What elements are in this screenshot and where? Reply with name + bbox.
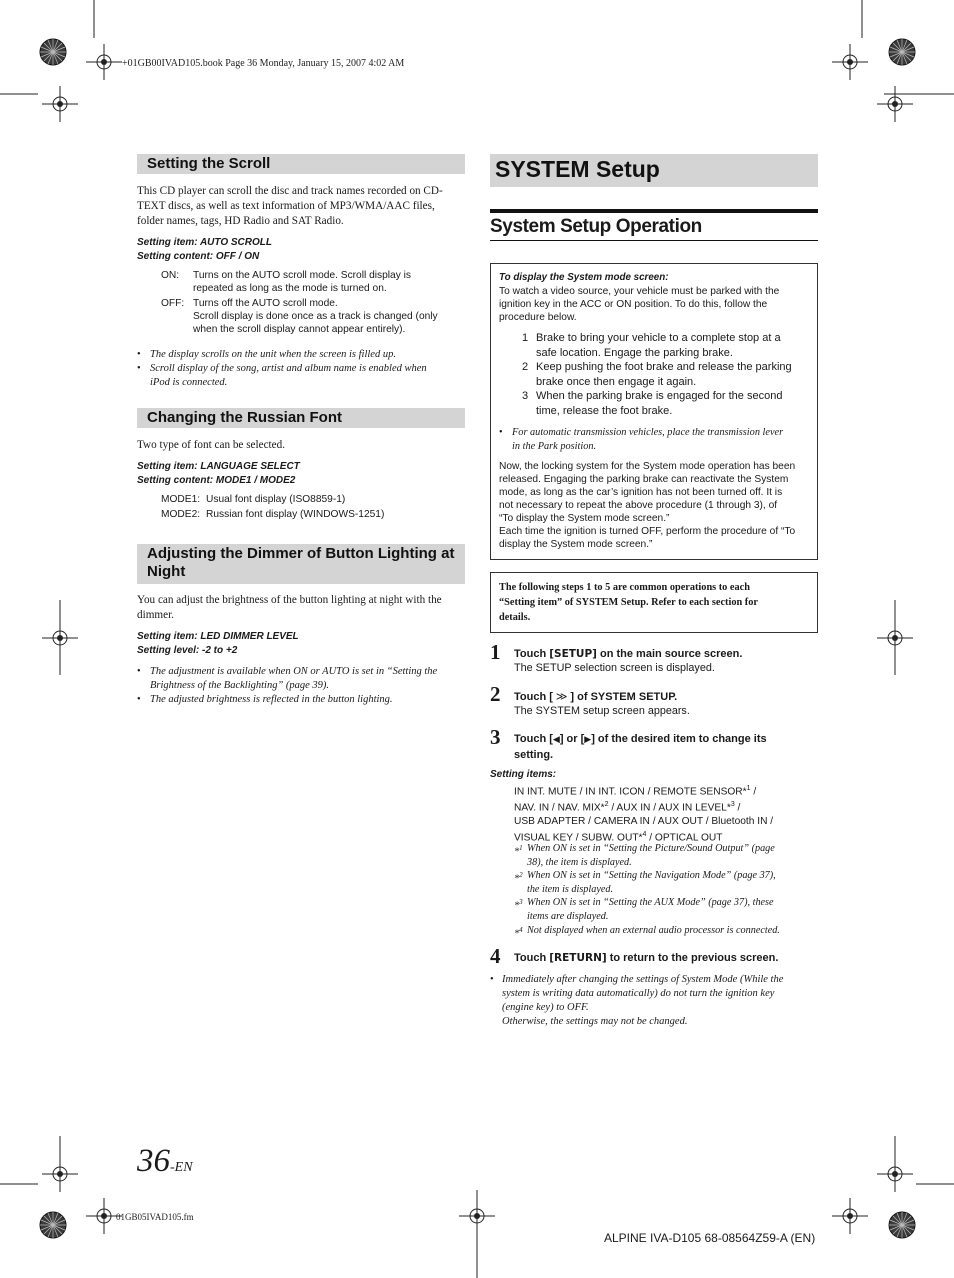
step-1-number: 1 xyxy=(490,640,501,664)
footnotes: *$^1$ When ON is set in “Setting the Picture/Sound Output” (page 38), the item is displayed. *$^2$ When ON is set in “Setting the Navigation Mode” (page 37), the item is displayed. *$^3$ When ON is set in “Setting the AUX Mode” (page 37), these items are displayed. *$^4$ Not displayed when an external audio processor is connected. xyxy=(514,843,780,939)
right-arrow-icon: ▶ xyxy=(584,735,592,745)
scroll-setting-item: Setting item: AUTO SCROLL xyxy=(137,237,272,248)
box-steps: 1 Brake to bring your vehicle to a complete stop at a safe location. Engage the parking brake. 2 Keep pushing the foot brake and release the parking brake once then engage it again. 3 When the parking brake is engaged for the second time, release the foot brake. xyxy=(522,332,792,417)
dimmer-setting-item: Setting item: LED DIMMER LEVEL xyxy=(137,631,299,642)
russian-setting-item: Setting item: LANGUAGE SELECT xyxy=(137,461,300,472)
step-3-text: Touch [◀] or [▶] of the desired item to change its setting. xyxy=(514,733,767,761)
dimmer-setting-level: Setting level: -2 to +2 xyxy=(137,645,238,656)
setting-items-list: IN INT. MUTE / IN INT. ICON / REMOTE SENSOR*$^1$ / NAV. IN / NAV. MIX*$^2$ / AUX IN / AUX IN LEVEL*$^3$ / USB ADAPTER / CAMERA IN / AUX OUT / Bluetooth IN / VISUAL KEY / SUBW. OUT*$^4$ / OPTICAL OUT xyxy=(514,785,774,844)
step-1-sub: The SETUP selection screen is displayed. xyxy=(514,662,715,674)
scroll-setting-content: Setting content: OFF / ON xyxy=(137,251,260,262)
scroll-notes: • The display scrolls on the unit when the screen is filled up. • Scroll display of the song, artist and album name is enabled when iPod is connected. xyxy=(137,349,427,388)
page-title: SYSTEM Setup xyxy=(490,154,818,187)
russian-intro: Two type of font can be selected. xyxy=(137,439,286,451)
print-footer-file: 01GB05IVAD105.fm xyxy=(116,1212,194,1222)
section-heading-dimmer: Adjusting the Dimmer of Button Lighting at Night xyxy=(137,544,465,584)
section-heading-scroll: Setting the Scroll xyxy=(137,154,465,174)
setting-items-label: Setting items: xyxy=(490,769,557,780)
left-arrow-icon: ◀ xyxy=(552,735,560,745)
step-1-text: Touch [SETUP] on the main source screen. xyxy=(514,648,743,660)
step-4-text: Touch [RETURN] to return to the previous screen. xyxy=(514,952,779,964)
subsection-heading: System Setup Operation xyxy=(490,209,818,241)
russian-setting-content: Setting content: MODE1 / MODE2 xyxy=(137,475,296,486)
system-mode-box xyxy=(490,263,818,560)
step-4-number: 4 xyxy=(490,944,501,968)
box-heading: To display the System mode screen: xyxy=(499,272,669,283)
scroll-intro: This CD player can scroll the disc and track names recorded on CD- TEXT discs, as well as text information of MP3/WMA/AAC files, folder names, tags, HD Radio and SAT Radio. xyxy=(137,185,443,227)
box-paragraph: Now, the locking system for the System mode operation has been released. Engaging the parking brake can reactivate the System mode, as long as the car’s ignition has not been turned off. It is not necessary to repeat the above procedure (1 through 3), of “To display the System mode screen.” Each time the ignition is turned OFF, perform the procedure of “To display the System mode screen.” xyxy=(499,461,796,550)
step-2-number: 2 xyxy=(490,682,501,706)
dimmer-notes: • The adjustment is available when ON or AUTO is set in “Setting the Brightness of the Backlighting” (page 39). • The adjusted brightness is reflected in the button lighting. xyxy=(137,666,438,705)
box-note: • For automatic transmission vehicles, place the transmission lever in the Park position. xyxy=(499,427,784,452)
return-key: [RETURN] xyxy=(549,952,607,964)
step-3-number: 3 xyxy=(490,725,501,749)
final-note: • Immediately after changing the settings of System Mode (While the system is writing data automatically) do not turn the ignition key (engine key) to OFF. Otherwise, the settings may not be changed. xyxy=(490,974,784,1027)
footer-model: ALPINE IVA-D105 68-08564Z59-A (EN) xyxy=(604,1231,816,1245)
double-chevron-icon: ≫ xyxy=(555,690,568,703)
box-intro: To watch a video source, your vehicle must be parked with the ignition key in the ACC or ON position. To do this, follow the procedure below. xyxy=(499,286,780,323)
section-heading-russian-font: Changing the Russian Font xyxy=(137,408,465,428)
setup-key: [SETUP] xyxy=(549,648,597,660)
common-steps-box: The following steps 1 to 5 are common operations to each “Setting item” of SYSTEM Setup. Refer to each section for details. xyxy=(490,572,818,633)
print-header: +01GB00IVAD105.book Page 36 Monday, January 15, 2007 4:02 AM xyxy=(122,58,405,69)
step-2-text: Touch [ ≫ ] of SYSTEM SETUP. xyxy=(514,690,678,703)
page-number: 36-EN xyxy=(137,1143,193,1179)
step-2-sub: The SYSTEM setup screen appears. xyxy=(514,705,690,717)
dimmer-intro: You can adjust the brightness of the button lighting at night with the dimmer. xyxy=(137,594,442,621)
